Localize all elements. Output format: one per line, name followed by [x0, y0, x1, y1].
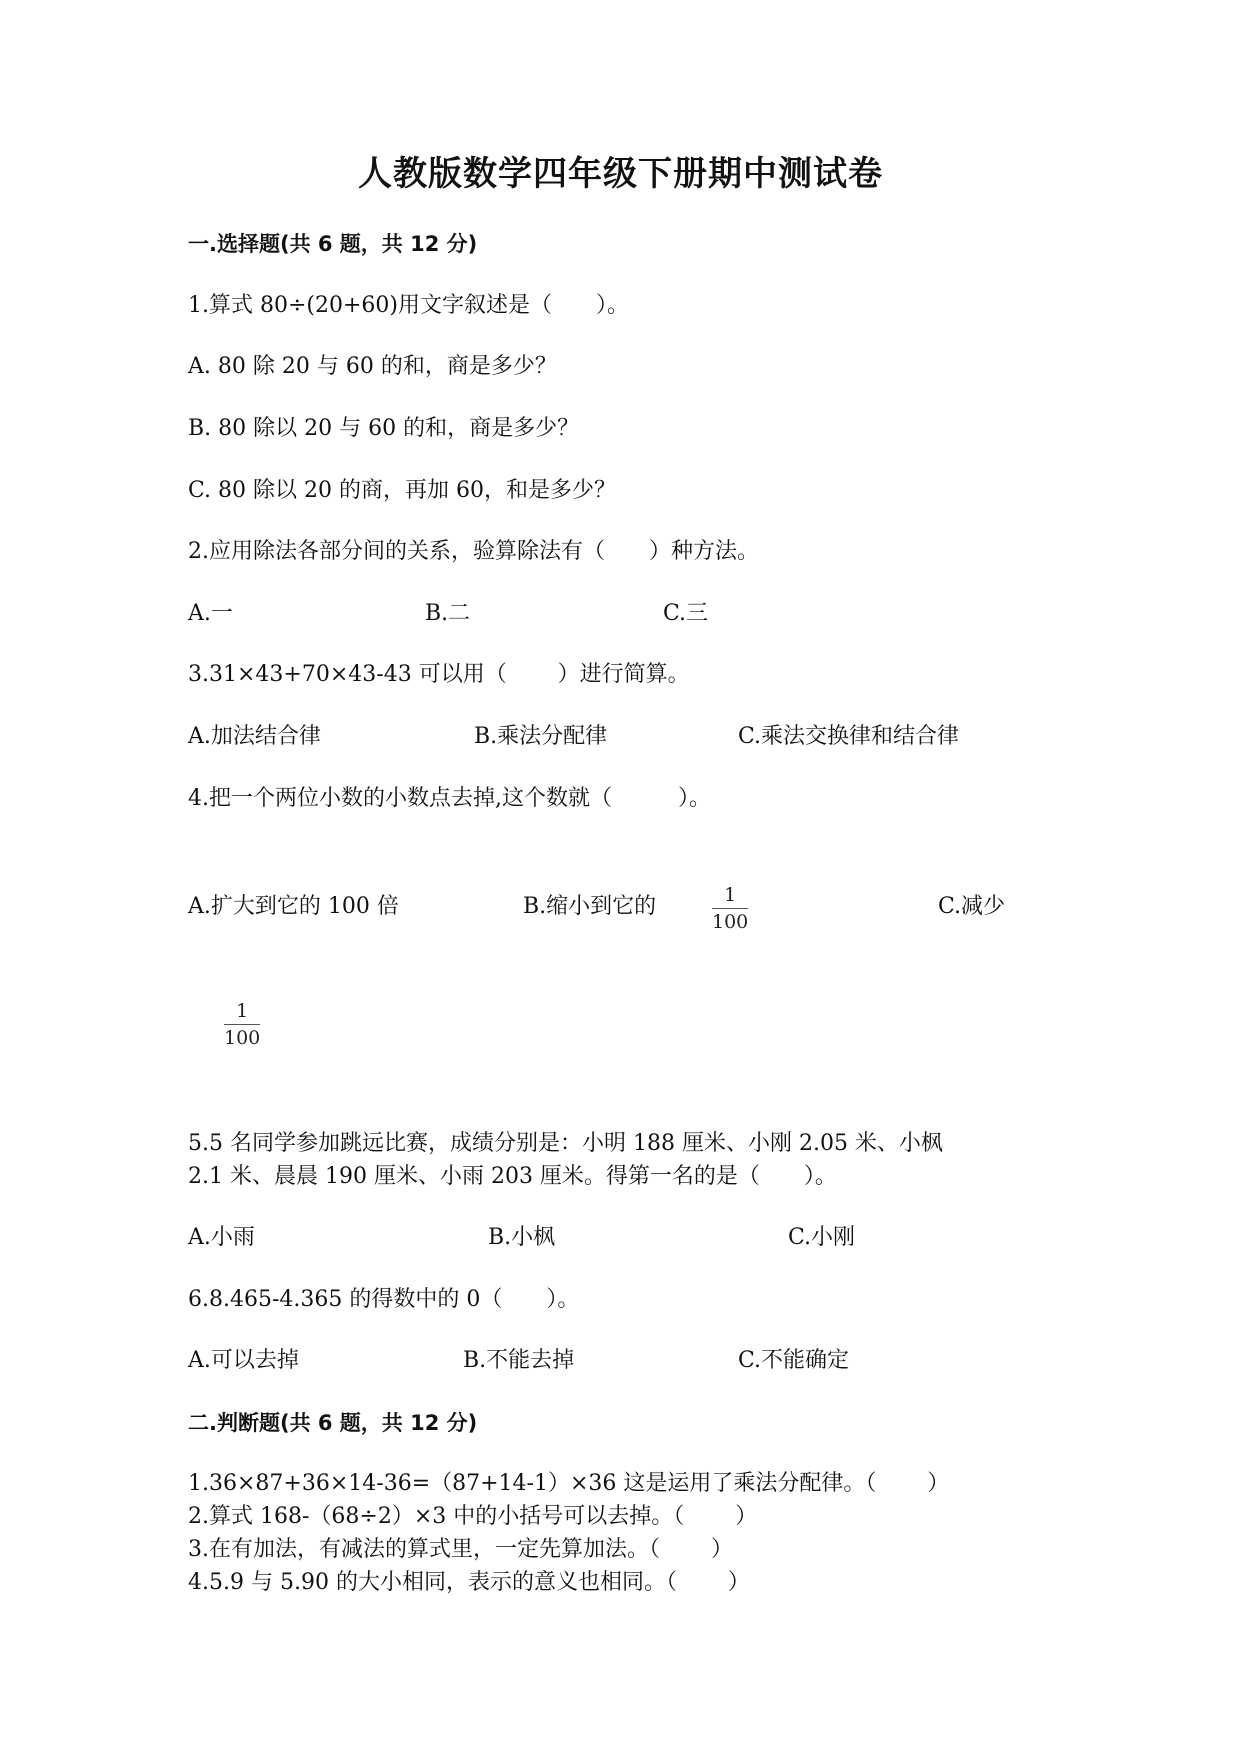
question-5-option-b: B.小枫 [488, 1225, 556, 1250]
judgment-item-1: 1.36×87+36×14-36=（87+14-1）×36 这是运用了乘法分配律。（ ） [188, 1471, 950, 1496]
question-4-option-c: C.减少 [938, 894, 1006, 919]
question-1-option-a: A. 80 除 20 与 60 的和，商是多少？ [188, 354, 557, 379]
question-2-option-a: A.一 [188, 601, 233, 626]
question-1-stem: 1.算式 80÷(20+60)用文字叙述是（ ）。 [188, 293, 629, 318]
judgment-item-2: 2.算式 168-（68÷2）×3 中的小括号可以去掉。（ ） [188, 1504, 758, 1529]
fraction-numerator: 1 [236, 1000, 249, 1022]
question-4-stem: 4.把一个两位小数的小数点去掉,这个数就（ ）。 [188, 786, 711, 811]
fraction-denominator: 100 [224, 1027, 261, 1049]
question-2-option-b: B.二 [425, 601, 471, 626]
question-1-option-c: C. 80 除以 20 的商，再加 60，和是多少？ [188, 478, 616, 503]
section-heading-judgment: 二.判断题(共 6 题，共 12 分) [188, 1411, 478, 1435]
question-3-option-a: A.加法结合律 [188, 724, 321, 749]
question-5-option-c: C.小刚 [788, 1225, 856, 1250]
question-4-option-c-fraction [224, 1000, 260, 1049]
question-5-option-a: A.小雨 [188, 1225, 255, 1250]
question-3-option-c: C.乘法交换律和结合律 [738, 724, 960, 749]
page-title: 人教版数学四年级下册期中测试卷 [358, 154, 883, 194]
question-2-stem: 2.应用除法各部分间的关系，验算除法有（ ）种方法。 [188, 539, 759, 564]
question-6-stem: 6.8.465-4.365 的得数中的 0（ ）。 [188, 1287, 580, 1312]
judgment-item-4: 4.5.9 与 5.90 的大小相同，表示的意义也相同。（ ） [188, 1570, 750, 1595]
question-4-option-b-fraction [712, 884, 748, 933]
judgment-item-3: 3.在有加法，有减法的算式里，一定先算加法。（ ） [188, 1537, 733, 1562]
question-3-stem: 3.31×43+70×43-43 可以用（ ）进行简算。 [188, 662, 690, 687]
question-6-option-c: C.不能确定 [738, 1348, 850, 1373]
section-heading-choice: 一.选择题(共 6 题，共 12 分) [188, 232, 478, 256]
question-4-option-a: A.扩大到它的 100 倍 [188, 894, 399, 919]
question-6-option-b: B.不能去掉 [463, 1348, 575, 1373]
question-6-option-a: A.可以去掉 [188, 1348, 299, 1373]
question-5-stem-line-2: 2.1 米、晨晨 190 厘米、小雨 203 厘米。得第一名的是（ ）。 [188, 1164, 837, 1189]
question-3-option-b: B.乘法分配律 [474, 724, 608, 749]
question-1-option-b: B. 80 除以 20 与 60 的和，商是多少？ [188, 416, 580, 441]
question-2-option-c: C.三 [663, 601, 709, 626]
question-5-stem-line-1: 5.5 名同学参加跳远比赛，成绩分别是：小明 188 厘米、小刚 2.05 米、小枫 [188, 1131, 943, 1156]
fraction-numerator: 1 [724, 884, 737, 906]
fraction-denominator: 100 [712, 911, 749, 933]
question-4-option-b: B.缩小到它的 [523, 894, 657, 919]
